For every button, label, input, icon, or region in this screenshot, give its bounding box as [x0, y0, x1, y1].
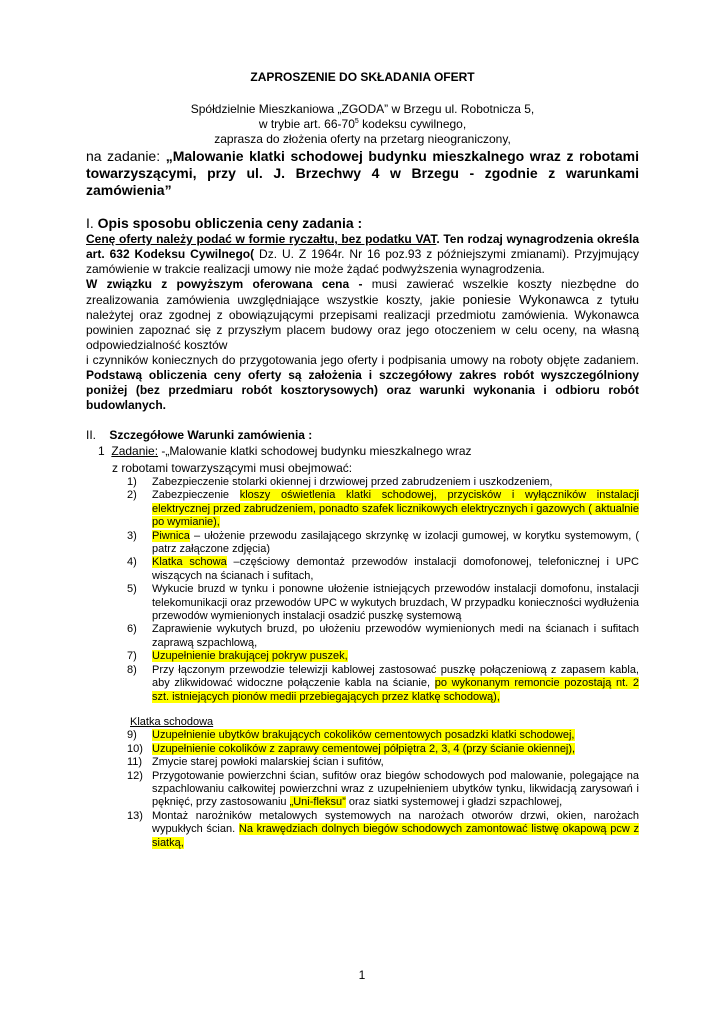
section-1-paragraph-3: i czynników koniecznych do przygotowania jego oferty i podpisania umowy na roboty objęte zadaniem. Podstawą obliczenia ceny oferty są założenia i szczegółowy zakres robót wyszczególniony poniżej (bez przedmiaru robót kosztorysowych) oraz warunki wykonania i odbioru robót budowlanych.: [86, 353, 639, 412]
list-item: [86, 664, 639, 704]
intro-line-1: Spółdzielnie Mieszkaniowa „ZGODA” w Brzegu ul. Robotnicza 5,: [190, 102, 535, 116]
list-item: [86, 623, 639, 650]
list-item-text: Przy łączonym przewodzie telewizji kablowej zastosować puszkę połączeniową z zapasem kabla, aby zlikwidować widoczne połączenie kabla na ścianie,: [152, 663, 639, 690]
list-item-text: oraz siatki systemowej i gładzi szpachlowej,: [345, 796, 563, 809]
highlighted-text: po wykonanym remoncie pozostają nt. 2 szt. istniejących pionów medii przebiegających przez klatkę schodową),: [152, 677, 639, 703]
list-item-text: Zabezpieczenie stolarki okiennej i drzwiowej przed zabrudzeniem i uszkodzeniem,: [152, 476, 553, 488]
document-page: [86, 66, 639, 850]
document-title: ZAPROSZENIE DO SKŁADANIA OFERT: [250, 70, 475, 84]
highlighted-text: Uzupełnienie cokolików z zaprawy cementowej półpiętra 2, 3, 4 (przy ścianie okiennej),: [152, 742, 576, 755]
list-item: [86, 650, 639, 663]
intro-block: [86, 102, 639, 147]
list-item-text: Zmycie starej powłoki malarskiej ścian i sufitów,: [152, 756, 384, 769]
task-1-line: 1 Zadanie: -„Malowanie klatki schodowej budynku mieszkalnego wraz: [98, 444, 472, 458]
highlighted-text: Klatka schowa: [152, 556, 227, 569]
list-item: [86, 743, 639, 756]
list-item-text: – ułożenie przewodu zasilającego skrzynkę w izolacji gumowej, w korytku systemowym, ( patrz załączone zdjęcia): [152, 529, 639, 556]
list-item-number: 6): [127, 623, 137, 636]
list-item: [86, 556, 639, 583]
highlighted-text: Uzupełnienie ubytków brakujących cokolików cementowych posadzki klatki schodowej,: [152, 729, 575, 742]
section-1-paragraph-1: Cenę oferty należy podać w formie ryczałtu, bez podatku VAT. Ten rodzaj wynagrodzenia określa art. 632 Kodeksu Cywilnego( Dz. U. Z 1964r. Nr 16 poz.93 z późniejszymi zmianami). Przyjmujący zamówienie w trakcie realizacji umowy nie może żądać podwyższenia wynagrodzenia.: [86, 232, 639, 276]
list-item-number: 10): [127, 742, 143, 755]
list-item-text: Wykucie bruzd w tynku i ponowne ułożenie istniejących przewodów instalacji domofonu, instalacji telekomunikacji oraz przewodów UPC w wykutych bruzdach, W przypadku konieczności wydłużenia przewodów wymienionych instalacji osadzić puszkę systemową: [152, 583, 639, 623]
highlighted-text: Uzupełnienie brakującej pokryw puszek,: [152, 650, 348, 663]
subheading-klatka-schodowa: Klatka schodowa: [130, 715, 214, 728]
task-statement: na zadanie: „Malowanie klatki schodowej budynku mieszkalnego wraz z robotami towarzyszącymi, przy ul. J. Brzechwy 4 w Brzegu - zgodnie z warunkami zamówienia”: [86, 148, 639, 198]
list-item: [86, 489, 639, 529]
highlighted-text: „Uni-fleksu”: [289, 796, 346, 809]
list-item: [86, 583, 639, 623]
list-item-text: Przygotowanie powierzchni ścian, sufitów oraz biegów schodowych pod malowanie, polegające na szpachlowaniu całkowitej powierzchni wraz z uzupełnieniem ubytków tynku, likwidacją zarysowań i pęknięć, przy zastosowaniu: [152, 769, 639, 809]
list-item: [86, 770, 639, 810]
list-item-number: 1): [127, 476, 137, 488]
intro-line-2: w trybie art. $66-70^5$ kodeksu cywilnego,: [258, 117, 467, 131]
list-item-number: 13): [127, 809, 143, 822]
list-item: [86, 810, 639, 850]
list-item-number: 12): [127, 769, 143, 782]
task-1-line-2: z robotami towarzyszącymi musi obejmować:: [112, 461, 353, 475]
section-1-paragraph-2: W związku z powyższym oferowana cena - musi zawierać wszelkie koszty niezbędne do zrealizowania zamówienia uwzględniające wszystkie koszty, jakie poniesie Wykonawca z tytułu należytej oraz zgodnej z obowiązującymi przepisami realizacji przedmiotu zamówienia. Wykonawca powinien zapoznać się z przyszłym placem budowy oraz jego otoczeniem w celu oceny, na własną odpowiedzialność kosztów: [86, 277, 639, 352]
list-item-number: 9): [127, 729, 137, 742]
list-item: [86, 476, 639, 489]
list-item-number: 3): [127, 529, 137, 542]
list-item-text: Zaprawienie wykutych bruzd, po ułożeniu przewodów wymienionych medi na ścianach i sufitach zaprawą szpachlową,: [152, 623, 639, 649]
intro-line-3: zaprasza do złożenia oferty na przetarg nieograniczony,: [214, 132, 511, 146]
list-item-number: 11): [127, 756, 143, 769]
list-item: [86, 530, 639, 557]
list-item: [86, 756, 639, 769]
section-1-heading: I. Opis sposobu obliczenia ceny zadania :: [86, 215, 363, 231]
requirements-list-staircase: [86, 729, 639, 850]
page-number: 1: [358, 968, 366, 982]
highlighted-text: Piwnica: [152, 529, 190, 542]
list-item-number: 7): [127, 650, 137, 663]
requirements-list: [86, 476, 639, 704]
list-item-number: 2): [127, 489, 137, 502]
list-item-number: 8): [127, 663, 137, 676]
list-item-text: Montaż narożników metalowych systemowych na narożach otworów drzwi, okien, narożach wypukłych ścian.: [152, 809, 639, 836]
highlighted-text: Na krawędziach dolnych biegów schodowych zamontować listwę okapową pcw z siatką,: [152, 823, 639, 849]
list-item-text: Zabezpieczenie: [152, 489, 240, 502]
list-item-text: –częściowy demontaż przewodów instalacji domofonowej, telefonicznej i UPC wiszących na ścianach i sufitach,: [152, 556, 639, 582]
list-item-number: 5): [127, 583, 137, 596]
list-item: [86, 729, 639, 742]
section-2-heading: II. Szczegółowe Warunki zamówienia :: [86, 428, 313, 442]
highlighted-text: kloszy oświetlenia klatki schodowej, przycisków i wyłączników instalacji elektrycznej przed zabrudzeniem, ponadto szafek licznikowych elektrycznych i gazowych ( aktualnie po wymianie),: [152, 489, 639, 529]
list-item-number: 4): [127, 556, 137, 569]
